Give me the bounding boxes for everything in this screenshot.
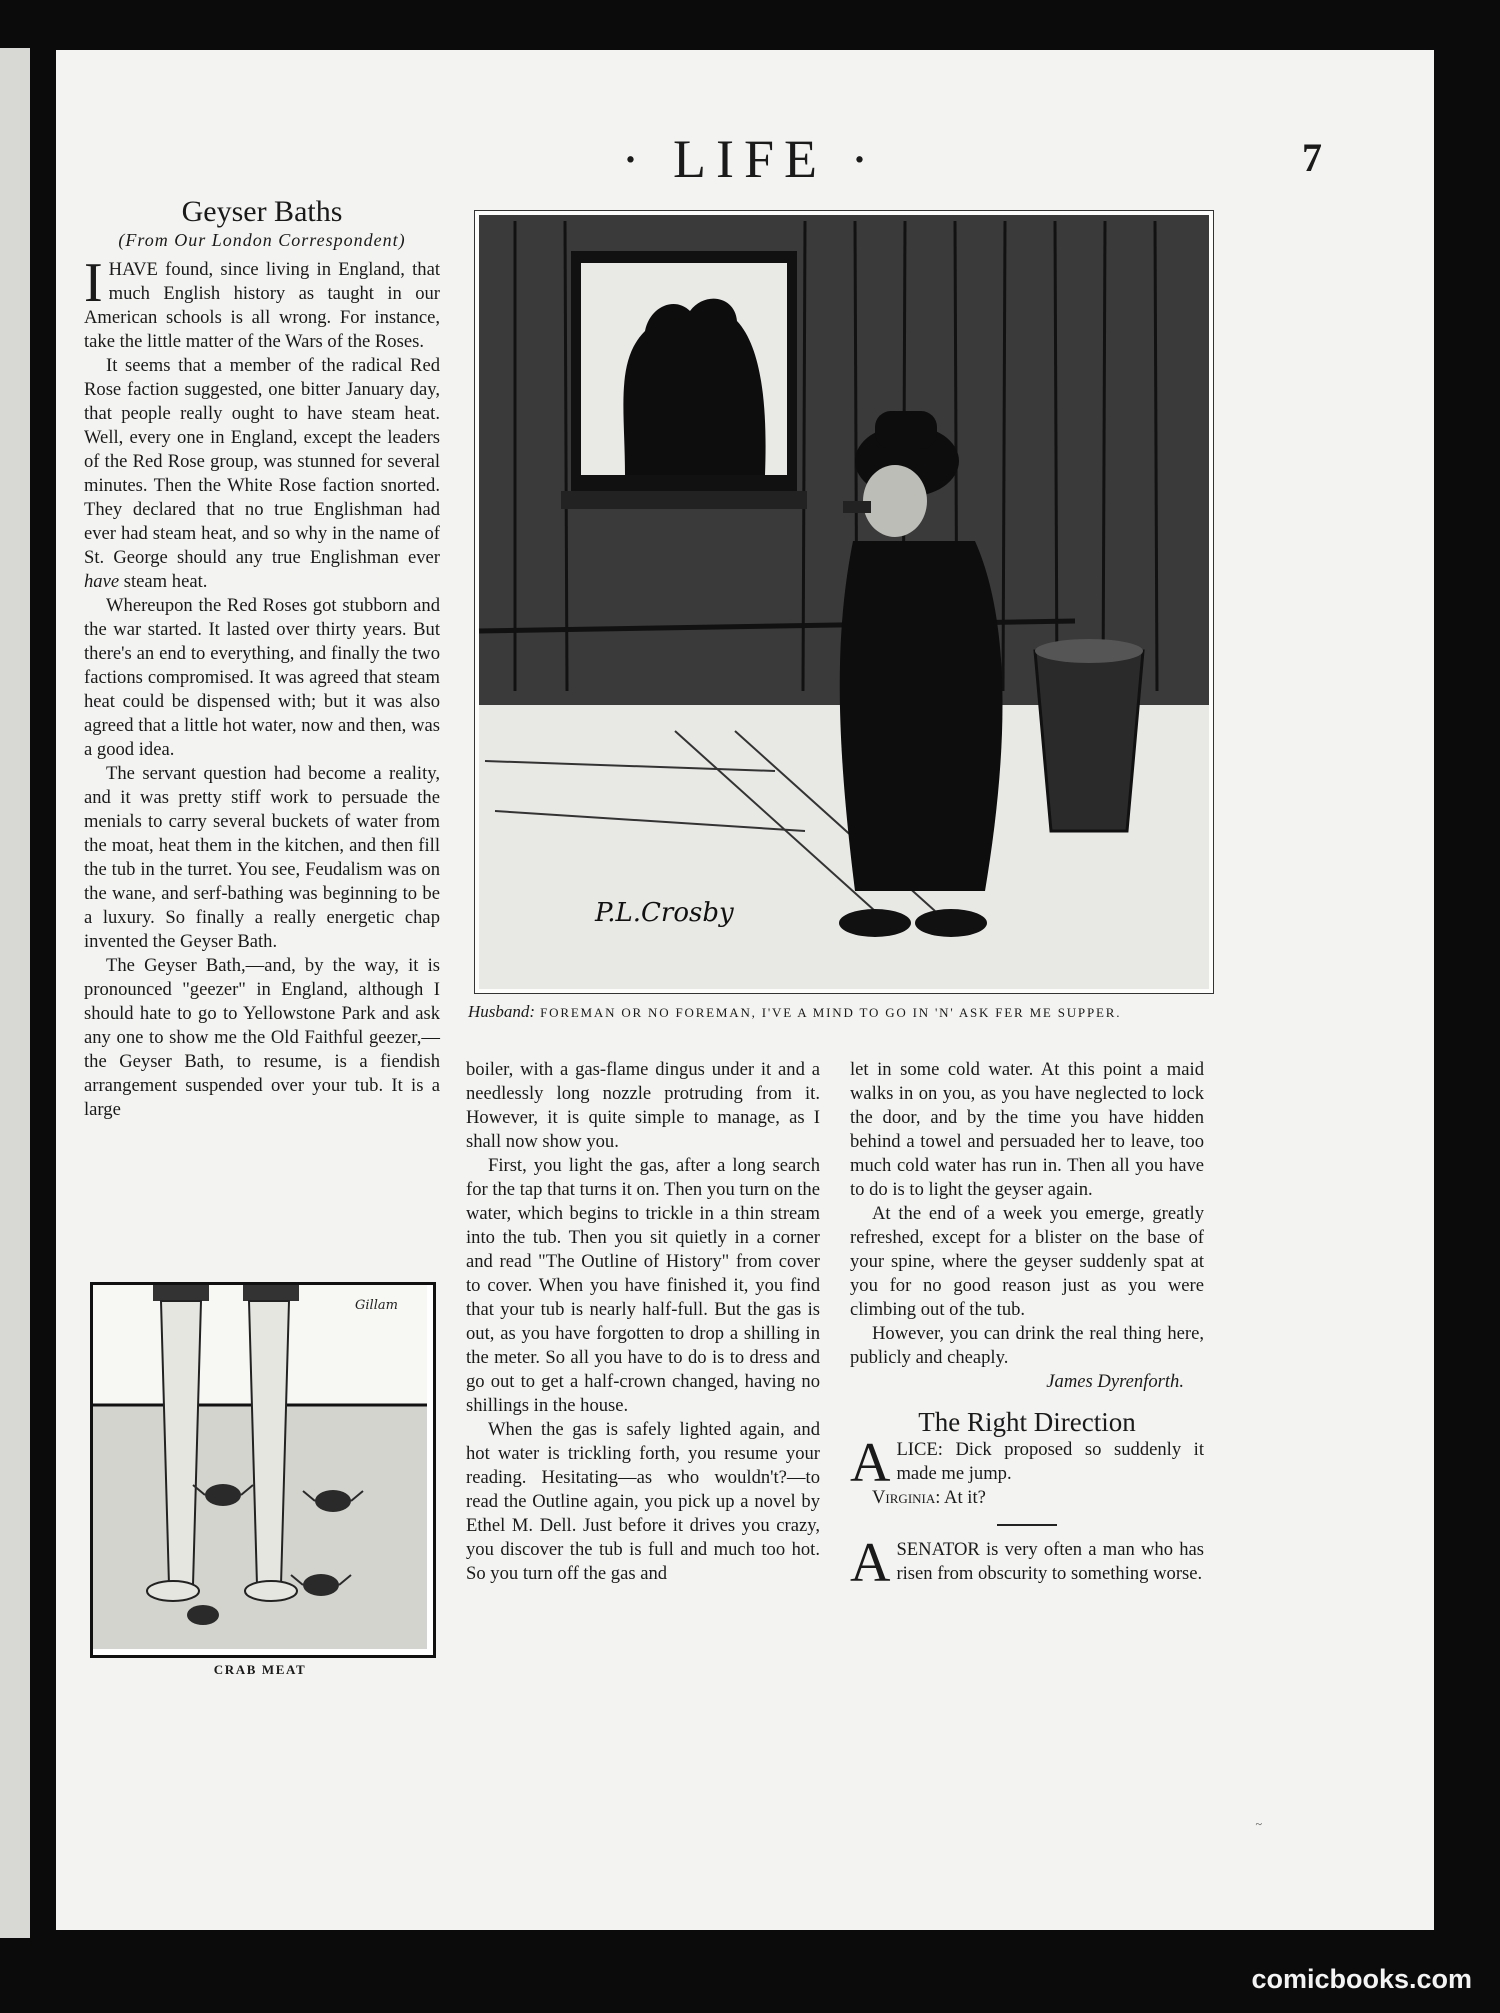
cartoon-illustration xyxy=(474,210,1214,994)
cartoon-drawing xyxy=(475,211,1213,993)
section-divider xyxy=(997,1524,1057,1526)
author-signature: James Dyrenforth. xyxy=(1046,1371,1184,1392)
article-paragraph: The Geyser Bath,—and, by the way, it is pronounced "geezer" in England, although I should hate to go to Yellowstone Park and ask any one to show me the Old Faithful geezer,—the Geyser Bath, to resume, is a fiendish arrangement suspended over your tub. It is a large xyxy=(84,955,440,1120)
page-speck: ~ xyxy=(1255,1817,1262,1831)
crab-drawing xyxy=(93,1285,427,1649)
dialogue-line: Virginia: At it? xyxy=(872,1487,986,1508)
article-paragraph: When the gas is safely lighted again, and hot water is trickling forth, you resume your reading. Hesitating—as who wouldn't?—to read the Outline again, you pick up a novel by Ethel M. Dell. Just before it drives you crazy, you discover the tub is full and much too hot. So you turn off the gas and xyxy=(466,1419,820,1584)
article-paragraph: However, you can drink the real thing here, publicly and cheaply. xyxy=(850,1323,1204,1368)
cartoon-caption xyxy=(468,1002,1216,1022)
article-paragraph: boiler, with a gas-flame dingus under it and a needlessly long nozzle protruding from it. However, it is quite simple to manage, as I shall now show you. xyxy=(466,1059,820,1152)
article-paragraph: The servant question had become a reality, and it was pretty stiff work to persuade the menials to carry several buckets of water from the moat, heat them in the kitchen, and then fill the tub in the turret. You see, Feudalism was on the wane, and serf-bathing was beginning to be a luxury. So finally a really energetic chap invented the Geyser Bath. xyxy=(84,763,440,952)
article-paragraph: let in some cold water. At this point a maid walks in on you, as you have neglected to lock the door, and by the time you have hidden behind a towel and persuaded her to leave, too much cold water has run in. Then all you have to do is to light the geyser again. xyxy=(850,1059,1204,1200)
column-1 xyxy=(84,195,440,1122)
article-paragraph: IHAVE found, since living in England, that much English history as taught in our American schools is all wrong. For instance, take the little matter of the Wars of the Roses. xyxy=(84,252,440,352)
caption-text: FOREMAN OR NO FOREMAN, I'VE A MIND TO GO IN 'N' ASK FER ME SUPPER. xyxy=(540,1005,1122,1020)
drop-cap: A xyxy=(850,1432,891,1494)
artist-signature: P.L.Crosby xyxy=(595,898,734,928)
article-paragraph: It seems that a member of the radical Red Rose faction suggested, one bitter January day, that people really ought to have steam heat. Well, every one in England, except the leaders of the Red Rose group, was stunned for several minutes. Then the White Rose faction snorted. They declared that no true Englishman had ever had steam heat, and so why in the name of St. George should any true Englishman ever have steam heat. xyxy=(84,355,440,592)
masthead: · LIFE · xyxy=(621,129,879,189)
crab-meat-illustration xyxy=(90,1282,436,1658)
article-dateline: (From Our London Correspondent) xyxy=(118,230,406,250)
drop-cap: I xyxy=(84,252,103,314)
article-title-right-direction: The Right Direction xyxy=(918,1407,1136,1437)
column-3 xyxy=(850,1058,1205,1594)
article-paragraph: ASENATOR is very often a man who has risen from obscurity to something worse. xyxy=(850,1532,1204,1594)
dialogue-line: ALICE: Dick proposed so suddenly it made me jump. xyxy=(850,1432,1205,1494)
watermark: comicbooks.com xyxy=(1251,1964,1472,1994)
crab-artist-signature: Gillam xyxy=(355,1298,398,1313)
article-paragraph: Whereupon the Red Roses got stubborn and the war started. It lasted over thirty years. But there's an end to everything, and finally the two factions compromised. It was agreed that steam heat could be dispensed with; but it was also agreed that a little hot water, now and then, was a good idea. xyxy=(84,595,440,760)
caption-speaker: Husband: xyxy=(468,1002,536,1021)
left-page-edge xyxy=(0,48,30,1938)
article-title-geyser-baths: Geyser Baths xyxy=(181,195,343,228)
column-2 xyxy=(466,1058,820,1586)
drop-cap: A xyxy=(850,1532,891,1594)
article-paragraph: At the end of a week you emerge, greatly refreshed, except for a blister on the base of your spine, where the geyser suddenly spat at you for no good reason just as you were climbing out of the tub. xyxy=(850,1203,1204,1320)
article-paragraph: First, you light the gas, after a long search for the tap that turns it on. Then you turn on the water, which begins to trickle in a thin stream into the tub. Then you sit quietly in a corner and read "The Outline of History" from cover to cover. When you have finished it, you find that your tub is nearly half-full. But the gas is out, as you have forgotten to drop a shilling in the meter. So all you have to do is to dress and go out to get a half-crown changed, having no shillings in the house. xyxy=(466,1155,820,1416)
crab-caption: CRAB MEAT xyxy=(213,1662,307,1677)
page-number: 7 xyxy=(1302,135,1322,180)
